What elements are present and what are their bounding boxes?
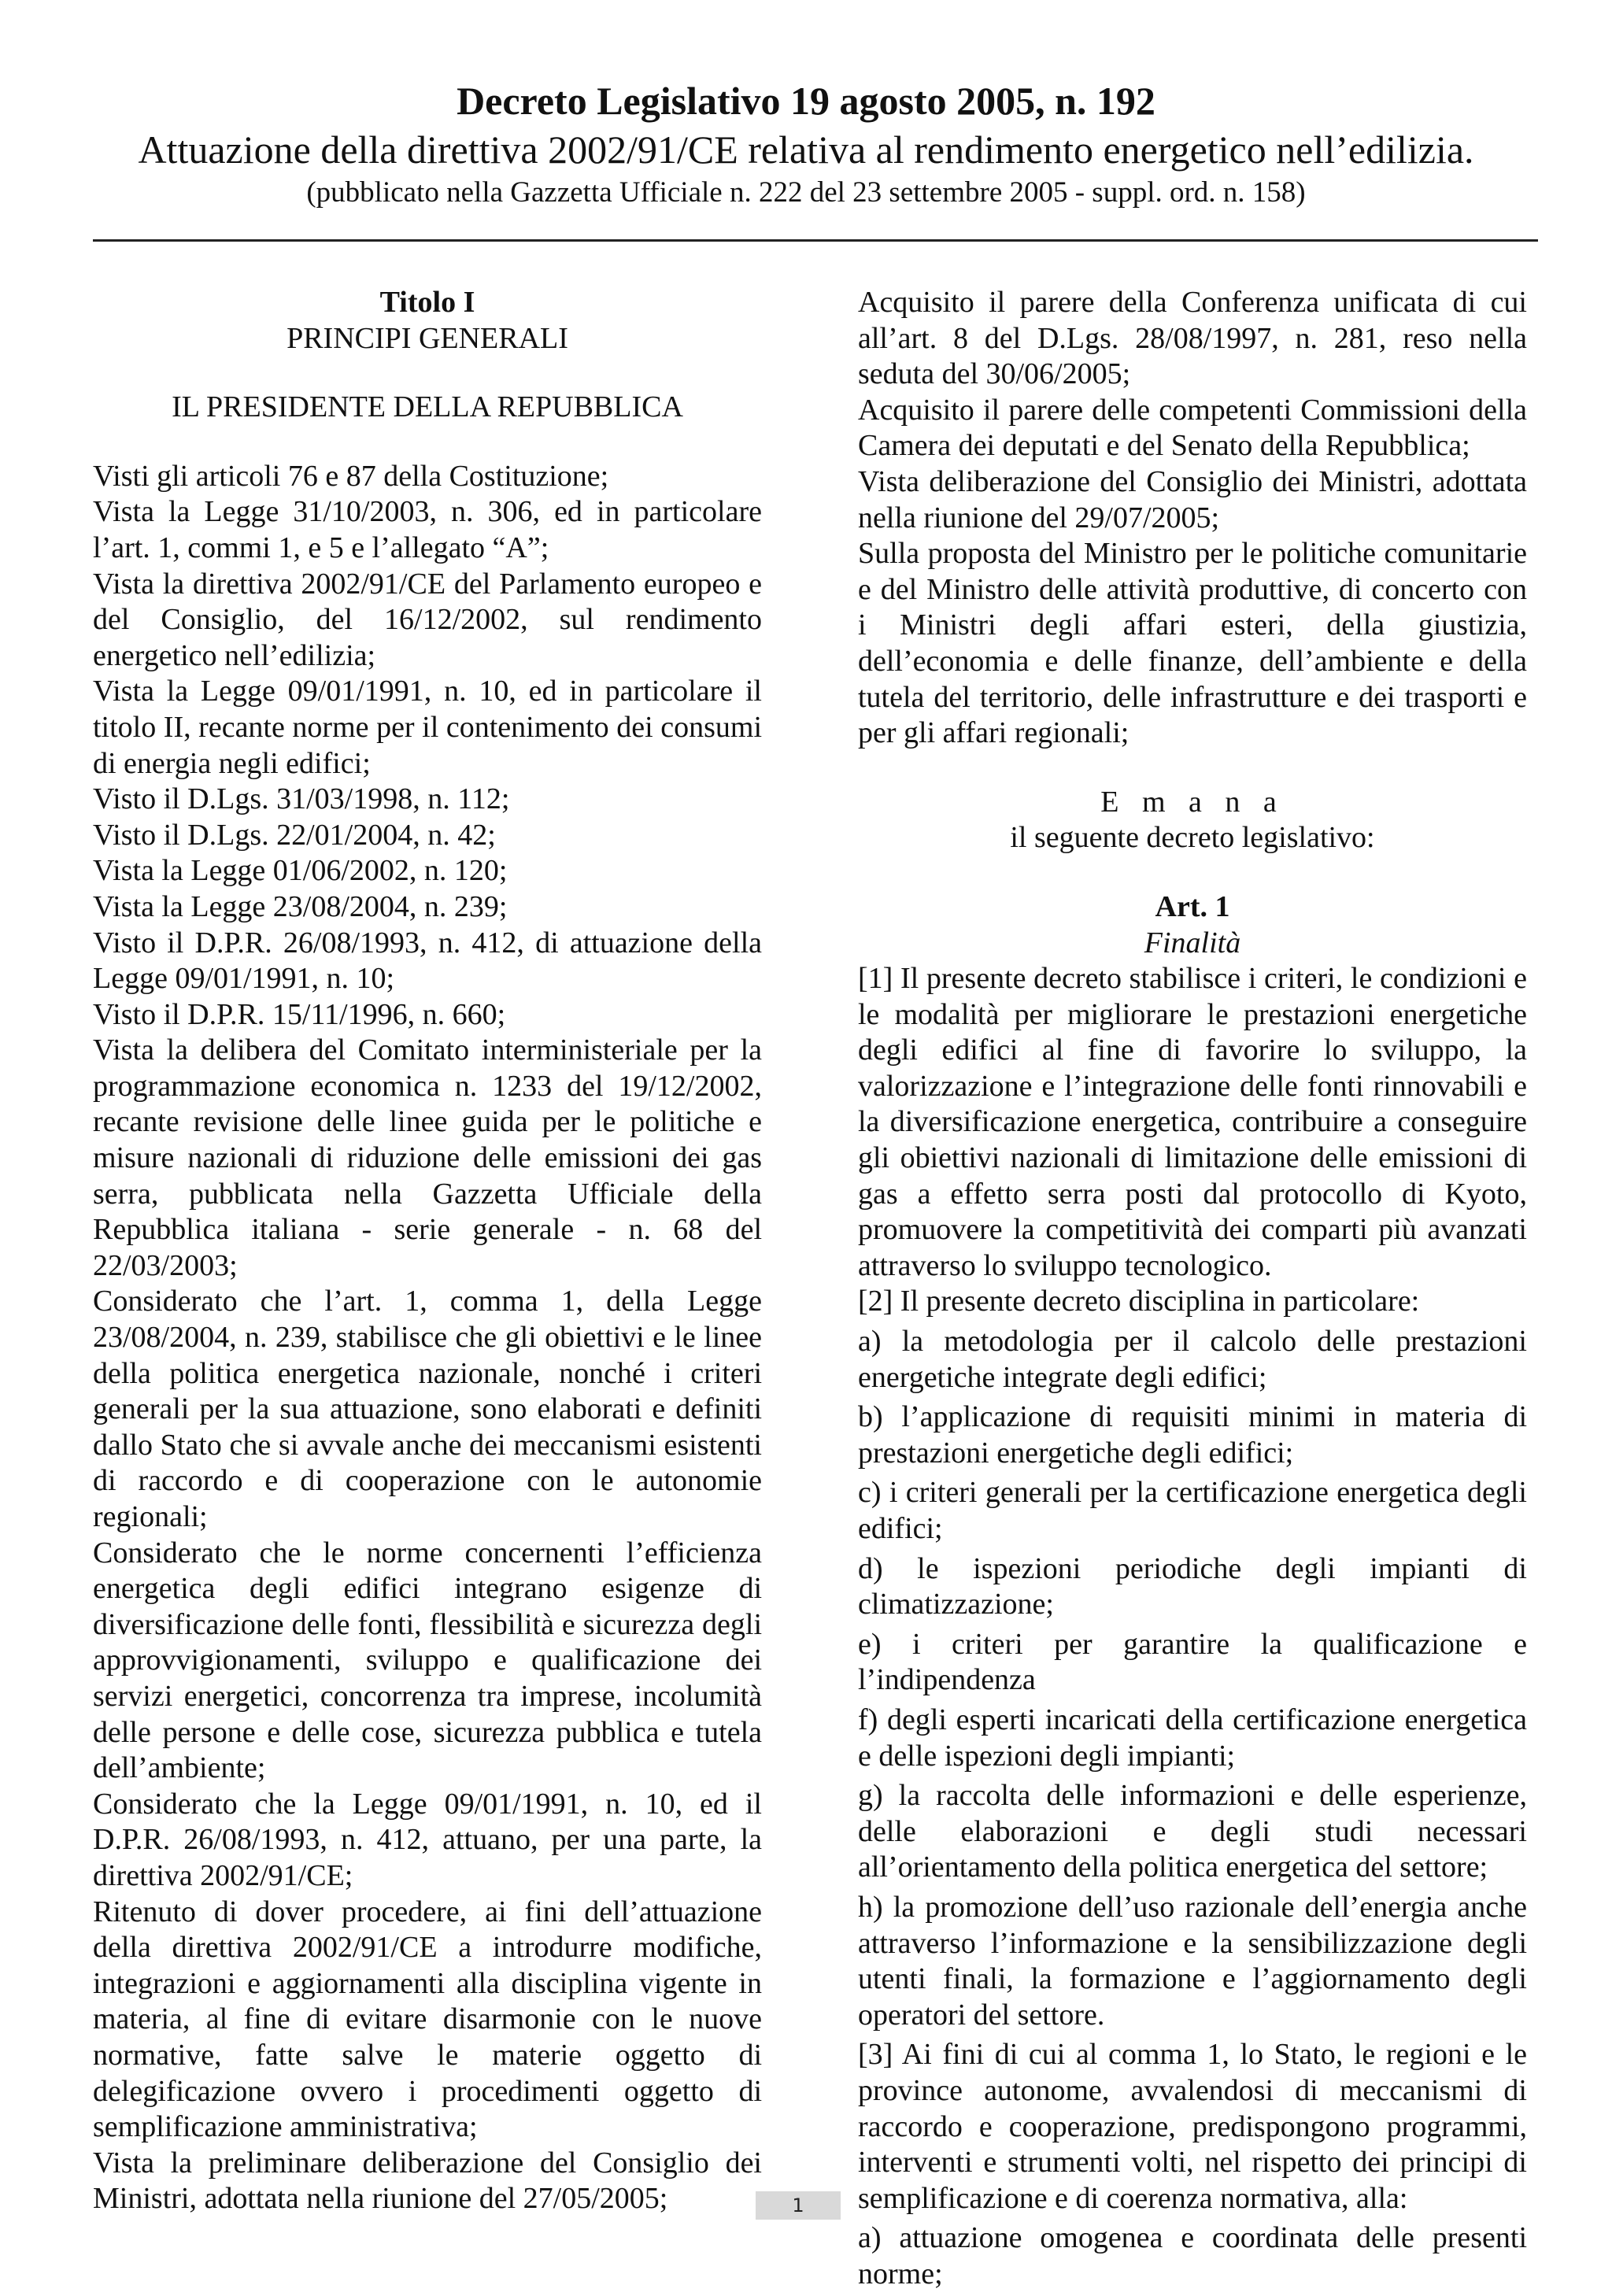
comma-3: [3] Ai fini di cui al comma 1, lo Stato, le regioni e le province autonome, avvalendosi di meccanismi di raccordo e cooperazione, predispongono programmi, interventi e strumenti volti, nel rispetto dei principi di semplificazione e di coerenza normativa, alla:	[858, 2038, 1527, 2215]
presidente-heading: IL PRESIDENTE DELLA REPUBBLICA	[172, 390, 683, 424]
titolo-subheading: PRINCIPI GENERALI	[287, 321, 568, 355]
left-column	[93, 285, 762, 2217]
preamble-paragraph: Vista la Legge 09/01/1991, n. 10, ed in particolare il titolo II, recante norme per il contenimento dei consumi di energia negli edifici;	[93, 675, 762, 780]
page-number: 1	[756, 2191, 841, 2220]
preamble-paragraph: Vista la Legge 31/10/2003, n. 306, ed in particolare l’art. 1, commi 1, e 5 e l’allegato “A”;	[93, 495, 762, 564]
preamble-paragraph: Visto il D.Lgs. 31/03/1998, n. 112;	[93, 782, 510, 816]
publication-note: (pubblicato nella Gazzetta Ufficiale n. 222 del 23 settembre 2005 - suppl. ord. n. 158)	[306, 176, 1306, 209]
preamble-paragraph: Acquisito il parere della Conferenza unificata di cui all’art. 8 del D.Lgs. 28/08/1997, n. 281, reso nella seduta del 30/06/2005;	[858, 286, 1527, 391]
list-item: a) la metodologia per il calcolo delle prestazioni energetiche integrate degli edifici;	[858, 1325, 1527, 1394]
preamble-paragraph: Vista la Legge 01/06/2002, n. 120;	[93, 854, 508, 888]
comma-3-items	[858, 2220, 1527, 2292]
list-item: a) attuazione omogenea e coordinata delle presenti norme;	[858, 2221, 1527, 2290]
emana-heading: E m a n a	[1100, 785, 1285, 819]
preamble-paragraph: Visto il D.P.R. 15/11/1996, n. 660;	[93, 997, 506, 1031]
preamble-paragraph: Vista la Legge 23/08/2004, n. 239;	[93, 889, 508, 923]
document-title: Decreto Legislativo 19 agosto 2005, n. 192	[457, 79, 1155, 123]
preamble-paragraph: Visto il D.Lgs. 22/01/2004, n. 42;	[93, 818, 496, 852]
right-column	[858, 285, 1527, 2296]
preamble-paragraph: Vista la preliminare deliberazione del Consiglio dei Ministri, adottata nella riunione del 27/05/2005;	[93, 2146, 762, 2216]
preamble-paragraph: Acquisito il parere delle competenti Commissioni della Camera dei deputati e del Senato della Repubblica;	[858, 393, 1527, 463]
comma-1: [1] Il presente decreto stabilisce i criteri, le condizioni e le modalità per migliorare le prestazioni energetiche degli edifici al fine di favorire lo sviluppo, la valorizzazione e l’integrazione delle fonti rinnovabili e la diversificazione energetica, contribuire a conseguire gli obiettivi nazionali di limitazione delle emissioni di gas a effetto serra posti dal protocollo di Kyoto, promuovere la competitività dei comparti più avanzati attraverso lo sviluppo tecnologico.	[858, 962, 1527, 1282]
article-title: Art. 1	[1155, 889, 1230, 923]
list-item: d) le ispezioni periodiche degli impianti di climatizzazione;	[858, 1551, 1527, 1621]
preamble-paragraph: Vista la direttiva 2002/91/CE del Parlamento europeo e del Consiglio, del 16/12/2002, sul rendimento energetico nell’edilizia;	[93, 567, 762, 672]
preamble-paragraph: Sulla proposta del Ministro per le politiche comunitarie e del Ministro delle attività produttive, di concerto con i Ministri degli affari esteri, della giustizia, dell’economia e delle finanze, dell’ambiente e della tutela del territorio, delle infrastrutture e dei trasporti e per gli affari regionali;	[858, 537, 1527, 750]
emana-subheading: il seguente decreto legislativo:	[1010, 821, 1375, 855]
list-item: b) l’applicazione di requisiti minimi in materia di prestazioni energetiche degli edifici;	[858, 1400, 1527, 1470]
preamble-paragraph: Visti gli articoli 76 e 87 della Costituzione;	[93, 459, 609, 493]
preamble-paragraph: Considerato che l’art. 1, comma 1, della Legge 23/08/2004, n. 239, stabilisce che gli obiettivi e le linee della politica energetica nazionale, nonché i criteri generali per la sua attuazione, sono elaborati e definiti dallo Stato che si avvale anche dei meccanismi esistenti di raccordo e di cooperazione con le autonomie regionali;	[93, 1285, 762, 1533]
preamble-paragraph: Vista deliberazione del Consiglio dei Ministri, adottata nella riunione del 29/07/2005;	[858, 464, 1527, 534]
list-item: g) la raccolta delle informazioni e delle esperienze, delle elaborazioni e degli studi necessari all’orientamento della politica energetica del settore;	[858, 1779, 1527, 1884]
preamble-paragraph: Considerato che la Legge 09/01/1991, n. 10, ed il D.P.R. 26/08/1993, n. 412, attuano, per una parte, la direttiva 2002/91/CE;	[93, 1787, 762, 1892]
document-subtitle: Attuazione della direttiva 2002/91/CE relativa al rendimento energetico nell’edilizia.	[138, 128, 1474, 172]
titolo-heading: Titolo I	[379, 286, 475, 319]
list-item: h) la promozione dell’uso razionale dell’energia anche attraverso l’informazione e la sensibilizzazione degli utenti finali, la formazione e l’aggiornamento degli operatori del settore.	[858, 1890, 1527, 2032]
list-item: c) i criteri generali per la certificazione energetica degli edifici;	[858, 1476, 1527, 1545]
preamble-paragraph: Ritenuto di dover procedere, ai fini dell’attuazione della direttiva 2002/91/CE a introdurre modifiche, integrazioni e aggiornamenti alla disciplina vigente in materia, al fine di evitare disarmonie con le nuove normative, fatte salve le materie oggetto di delegificazione ovvero i procedimenti oggetto di semplificazione amministrativa;	[93, 1895, 762, 2144]
list-item: f) degli esperti incaricati della certificazione energetica e delle ispezioni degli impianti;	[858, 1703, 1527, 1773]
preamble-paragraph: Considerato che le norme concernenti l’efficienza energetica degli edifici integrano esigenze di diversificazione delle fonti, flessibilità e sicurezza degli approvvigionamenti, sviluppo e qualificazione dei servizi energetici, concorrenza tra imprese, incolumità delle persone e delle cose, sicurezza pubblica e tutela dell’ambiente;	[93, 1536, 762, 1785]
preamble-paragraph: Visto il D.P.R. 26/08/1993, n. 412, di attuazione della Legge 09/01/1991, n. 10;	[93, 926, 762, 996]
header-divider	[93, 239, 1538, 242]
comma-2-items	[858, 1324, 1527, 2033]
preamble-paragraphs-continued	[858, 285, 1527, 752]
article-subtitle: Finalità	[1144, 926, 1241, 959]
comma-2: [2] Il presente decreto disciplina in particolare:	[858, 1285, 1420, 1318]
preamble-paragraph: Vista la delibera del Comitato interministeriale per la programmazione economica n. 1233 del 19/12/2002, recante revisione delle linee guida per le politiche e misure nazionali di riduzione delle emissioni dei gas serra, pubblicata nella Gazzetta Ufficiale della Repubblica italiana - serie generale - n. 68 del 22/03/2003;	[93, 1033, 762, 1282]
preamble-paragraphs	[93, 459, 762, 2217]
list-item: e) i criteri per garantire la qualificazione e l’indipendenza	[858, 1627, 1527, 1697]
